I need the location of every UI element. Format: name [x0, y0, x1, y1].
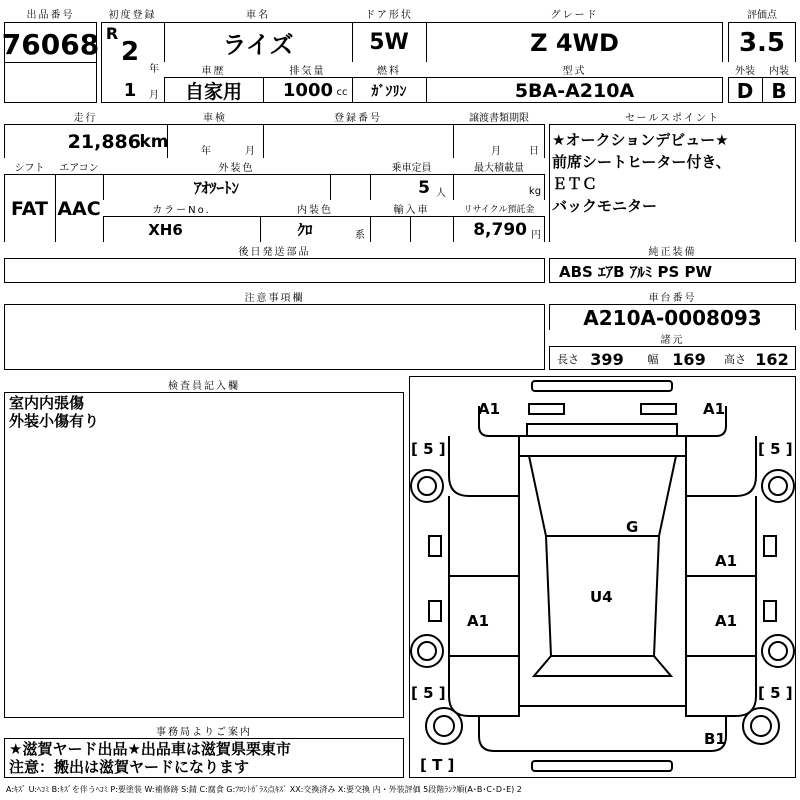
door-type: 5W: [369, 30, 409, 55]
height: 162: [755, 349, 789, 369]
score-label: 評価点: [728, 4, 796, 22]
inspection-year-unit: 年: [201, 145, 211, 157]
int-label: 内装: [762, 62, 796, 77]
mark-front-right: A1: [703, 400, 726, 418]
car-diagram: [409, 376, 796, 778]
load-label: 最大積載量: [453, 158, 545, 174]
inspection-label: 車検: [167, 108, 263, 124]
transfer-day-unit: 日: [529, 145, 539, 157]
era: R: [105, 23, 119, 43]
height-label: 高さ: [724, 353, 746, 366]
exterior-color: ｱｵﾂｰﾄﾝ: [193, 179, 239, 197]
cc-label: 排気量: [263, 62, 352, 77]
month-unit: 月: [149, 89, 159, 101]
reg-label: 初度登録: [101, 4, 164, 22]
dims-label: 諸元: [549, 330, 796, 346]
color-label: 外装色: [103, 158, 370, 174]
load-unit: kg: [528, 185, 542, 197]
legend: A:ｷｽﾞ U:ﾍｺﾐ B:ｷｽﾞを伴うﾍｺﾐ P:要塗装 W:補修跡 S:錆 C:腐食 G:ﾌﾛﾝﾄｶﾞﾗｽ点ｷｽﾞ XX:交換済み X:要交換 内・外装評価 5段階ﾗﾝｸ順(A･B･C･D･E) 2: [6, 784, 522, 794]
grade-label: グレード: [426, 4, 723, 22]
mark-roof: U4: [590, 588, 613, 606]
office-label: 事務局よりご案内: [4, 722, 404, 738]
interior-color: ｸﾛ: [297, 221, 313, 239]
aircon: AAC: [57, 198, 101, 220]
year-unit: 年: [149, 63, 159, 75]
history: 自家用: [184, 81, 242, 103]
transfer-label: 譲渡書類期限: [453, 108, 545, 124]
mileage: 21,886: [67, 131, 141, 153]
chassis-label: 車台番号: [549, 288, 796, 304]
width: 169: [672, 349, 706, 369]
import-label: 輸入車: [370, 200, 453, 216]
score: 3.5: [738, 27, 786, 58]
reg-year: 2: [120, 37, 140, 67]
inspector-label: 検査員記入欄: [4, 376, 404, 392]
name-label: 車名: [164, 4, 352, 22]
reg-month: 1: [123, 79, 137, 101]
mark-windshield: G: [626, 518, 639, 536]
recycle-label: リサイクル預託金: [453, 200, 545, 216]
later-parts-label: 後日発送部品: [4, 242, 545, 258]
fuel: ｶﾞｿﾘﾝ: [371, 83, 407, 100]
mark-rear-right-wheel: [ 5 ]: [758, 684, 793, 702]
shift: FAT: [11, 198, 48, 220]
capacity-unit: 人: [436, 187, 446, 199]
mark-trunk: [ T ]: [420, 756, 455, 774]
cc-unit: cc: [336, 86, 348, 98]
ext-score: D: [736, 78, 754, 103]
mark-left-rear-door: A1: [467, 612, 490, 630]
model-label: 型式: [426, 62, 723, 77]
ac-label: エアコン: [55, 158, 103, 174]
color-no: XH6: [148, 220, 183, 239]
lot-number: 76068: [1, 27, 100, 61]
capacity: 5: [418, 177, 430, 198]
reg-no-label: 登録番号: [263, 108, 453, 124]
mark-front-right-wheel: [ 5 ]: [758, 440, 793, 458]
recycle-fee: 8,790: [473, 219, 527, 240]
length: 399: [590, 349, 624, 369]
mark-rear-left-wheel: [ 5 ]: [411, 684, 446, 702]
inspector-notes: 室内内張傷 外装小傷有り: [9, 394, 100, 430]
lot-label: 出品番号: [4, 4, 97, 22]
grade: Z 4WD: [530, 28, 619, 57]
int-score: B: [771, 78, 787, 103]
notes-label: 注意事項欄: [4, 288, 545, 304]
mark-rear-bumper: B1: [704, 730, 726, 748]
genuine-label: 純正装備: [549, 242, 796, 258]
sales-point-label: セールスポイント: [549, 108, 796, 124]
sales-point-text: ★オークションデビュー★ 前席シートヒーター付き、 ＥＴＣ バックモニター: [552, 131, 731, 215]
door-label: ドア形状: [352, 4, 426, 22]
inspection-month-unit: 月: [245, 145, 255, 157]
office-notice: ★滋賀ヤード出品★出品車は滋賀県栗東市 注意：搬出は滋賀ヤードになります: [9, 740, 291, 776]
history-label: 車歴: [164, 62, 263, 77]
color-no-label: カラーNo.: [103, 200, 260, 216]
fuel-label: 燃料: [352, 62, 426, 77]
mark-front-left-wheel: [ 5 ]: [411, 440, 446, 458]
mark-right-front-door: A1: [715, 552, 738, 570]
length-label: 長さ: [557, 353, 579, 366]
chassis-number: A210A-0008093: [583, 305, 762, 330]
ext-label: 外装: [728, 62, 762, 77]
mileage-label: 走行: [4, 108, 167, 124]
capacity-label: 乗車定員: [370, 158, 453, 174]
model-code: 5BA-A210A: [514, 79, 635, 102]
interior-unit: 系: [355, 229, 365, 241]
genuine-equipment: ABS ｴｱB ｱﾙﾐ PS PW: [559, 262, 713, 281]
recycle-unit: 円: [531, 229, 541, 241]
displacement: 1000: [282, 80, 333, 101]
car-name: ライズ: [222, 31, 294, 59]
interior-label: 内装色: [260, 200, 370, 216]
mark-front-left: A1: [478, 400, 501, 418]
transfer-month-unit: 月: [491, 145, 501, 157]
mileage-unit: km: [139, 132, 169, 152]
width-label: 幅: [647, 353, 659, 366]
shift-label: シフト: [4, 158, 55, 174]
mark-right-rear-door: A1: [715, 612, 738, 630]
